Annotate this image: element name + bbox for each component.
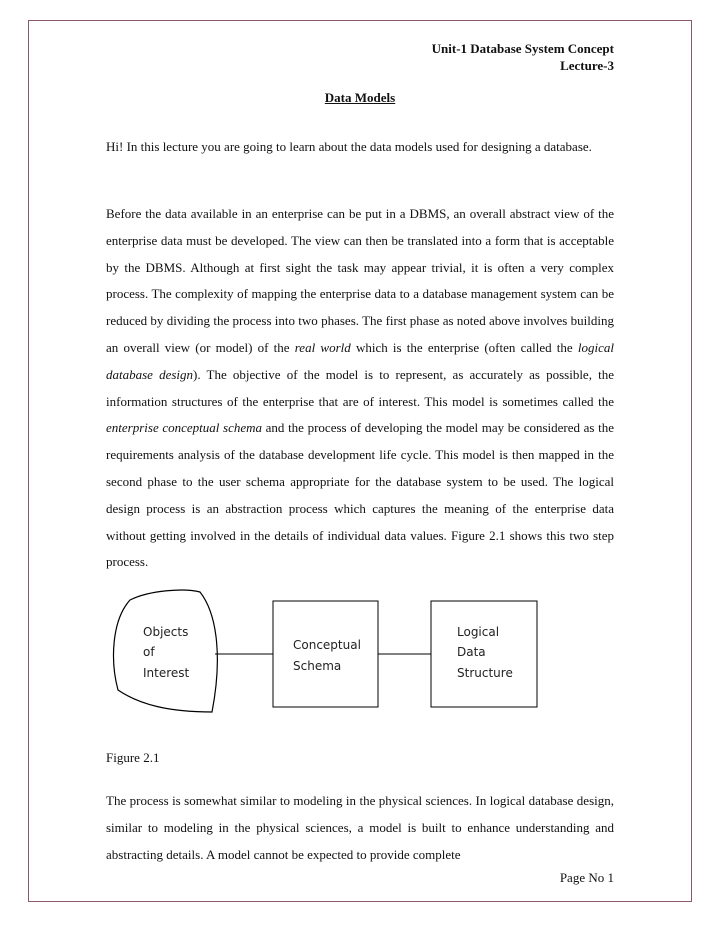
- intro-paragraph: Hi! In this lecture you are going to learn about the data models used for designing a database.: [106, 139, 592, 154]
- modeling-paragraph: The process is somewhat similar to modeling in the physical sciences. In logical database design, similar to modeling in the physical sciences, a model is built to enhance understanding and abstracting details. A model cannot be expected to provide complete: [106, 793, 614, 862]
- conceptual-label-line1: Conceptual: [293, 638, 361, 652]
- logical-label-line1: Logical: [457, 625, 500, 639]
- conceptual-label-line2: Schema: [293, 659, 342, 673]
- objects-label-line3: Interest: [143, 666, 190, 680]
- p2-emphasis-real-world: real world: [294, 339, 351, 355]
- p2-text-c: ). The objective of the model is to represent, as accurately as possible, the information structures of the enterprise that are of interest. This model is sometimes called the: [106, 366, 614, 409]
- objects-label-line2: of: [143, 645, 155, 659]
- page-number: Page No 1: [559, 870, 614, 885]
- objects-label-line1: Objects: [143, 625, 189, 639]
- logical-label-line2: Data: [457, 645, 486, 659]
- p2-text-a: Before the data available in an enterprise can be put in a DBMS, an overall abstract view of the enterprise data must be developed. The view can then be translated into a form that is acceptable by the DBMS. Although at first sight the task may appear trivial, it is often a very complex process. The complexity of mapping the enterprise data to a database management system can be reduced by dividing the process into two phases. The first phase as noted above involves building an overall view (or model) of the: [106, 206, 614, 355]
- document-title: Data Models: [324, 90, 396, 105]
- process-paragraph: [106, 201, 614, 576]
- page-header: [432, 40, 614, 74]
- unit-title: Unit-1 Database System Concept: [431, 41, 614, 56]
- logical-label-line3: Structure: [457, 666, 513, 680]
- p2-emphasis-conceptual-schema: enterprise conceptual schema: [106, 420, 263, 436]
- p2-text-d: and the process of developing the model may be considered as the requirements analysis of the database development life cycle. This model is then mapped in the second phase to the user schema appropriate for the database system to be used. The logical design process is an abstraction process which captures the meaning of the enterprise data without getting involved in the details of individual data values. Figure 2.1 shows this two step process.: [106, 420, 614, 570]
- figure-caption: Figure 2.1: [106, 750, 160, 765]
- lecture-number: Lecture-3: [560, 58, 614, 73]
- p2-emphasis-logical-design: logical database design: [106, 339, 614, 382]
- p2-text-b: which is the enterprise (often called the: [350, 339, 578, 355]
